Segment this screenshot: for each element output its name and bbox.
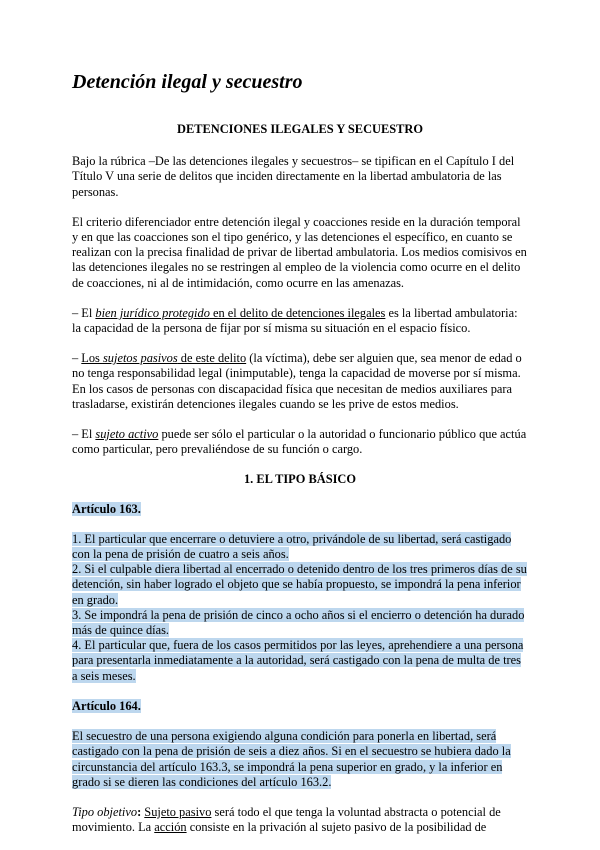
document-title: Detención ilegal y secuestro: [72, 71, 303, 93]
bien-dash: – El: [72, 305, 96, 320]
tipo-mid: será todo el que tenga la voluntad abstracta o potencial de movimiento. La: [72, 804, 501, 835]
document-page: [72, 70, 528, 850]
article-163-item-1: 1. El particular que encerrare o detuviere a otro, privándole de su libertad, será castigado con la pena de prisión de cuatro a seis años.: [72, 531, 512, 562]
accion-term: acción: [154, 820, 187, 835]
article-164-body: [72, 729, 528, 790]
activo-rest: puede ser sólo el particular o la autoridad o funcionario público que actúa como particular, pero prevaliéndose de su función o cargo.: [72, 427, 527, 457]
bien-mid: en el delito de: [209, 305, 286, 320]
bien-juridico-term: bien jurídico protegido: [95, 305, 210, 320]
tipo-basico-heading: 1. EL TIPO BÁSICO: [243, 472, 356, 487]
sujeto-pasivo-term: Sujeto pasivo: [144, 804, 212, 819]
article-163-item-2: 2. Si el culpable diera libertad al encerrado o detenido dentro de los tres primeros días de su detención, sin haber logrado el objeto que se había propuesto, se impondrá la pena inferior en grado.: [72, 562, 527, 607]
article-164-title: Artículo 164.: [72, 698, 141, 713]
detenciones-term: detenciones ilegales: [285, 305, 386, 320]
sujeto-activo-paragraph: [72, 427, 528, 457]
activo-dash: – El: [72, 427, 96, 442]
tipo-colon: :: [137, 804, 145, 819]
sujetos-mid: de este delito: [177, 351, 247, 366]
intro-paragraph-1: Bajo la rúbrica –De las detenciones ilegales y secuestros– se tipifican en el Capítulo I del Título V una serie de delitos que inciden directamente en la libertad ambulatoria de las personas.: [72, 154, 515, 199]
sujetos-pasivos-term: sujetos pasivos: [102, 351, 178, 366]
sujetos-rest: (la víctima), debe ser alguien que, sea menor de edad o no tenga responsabilidad legal (inimputable), tenga la capacidad de moverse por sí misma. En los casos de personas con discapacidad física que necesitan de medios auxiliares para trasladarse, existirán detenciones ilegales cuando se les prive de estos medios.: [72, 351, 522, 411]
tipo-rest: consiste en la privación al sujeto pasivo de la posibilidad de: [186, 820, 487, 835]
tipo-objetivo-paragraph: [72, 805, 528, 835]
sujetos-los: Los: [81, 351, 103, 366]
intro-paragraph-2: El criterio diferenciador entre detención ilegal y coacciones reside en la duración temporal y en que las coacciones son el tipo genérico, y las detenciones el específico, en cuanto se realizan con la precisa finalidad de privar de libertad ambulatoria. Los medios comisivos en las detenciones ilegales no se restringen al empleo de la violencia como ocurre en el delito de coacciones, ni al de intimidación, como ocurre en las amenazas.: [72, 214, 527, 290]
section-heading: DETENCIONES ILEGALES Y SECUESTRO: [177, 122, 423, 136]
article-163-item-4: 4. El particular que, fuera de los casos permitidos por las leyes, aprehendiere a una persona para presentarla inmediatamente a la autoridad, será castigado con la pena de multa de tres a seis meses.: [72, 638, 524, 683]
article-163-item-3: 3. Se impondrá la pena de prisión de cinco a ocho años si el encierro o detención ha durado más de quince días.: [72, 607, 525, 638]
bien-juridico-paragraph: [72, 306, 528, 336]
sujetos-dash: –: [72, 351, 82, 366]
article-163-body: [72, 532, 528, 684]
sujetos-pasivos-paragraph: [72, 351, 528, 412]
sujeto-activo-term: sujeto activo: [95, 427, 159, 442]
article-163-title: Artículo 163.: [72, 501, 141, 516]
tipo-objetivo-label: Tipo objetivo: [72, 804, 138, 819]
bien-rest: es la libertad ambulatoria: la capacidad de la persona de fijar por sí misma su situación en el espacio físico.: [72, 305, 518, 336]
article-164-text: El secuestro de una persona exigiendo alguna condición para ponerla en libertad, será castigado con la pena de prisión de seis a diez años. Si en el secuestro se hubiera dado la circunstancia del artículo 163.3, se impondrá la pena superior en grado, y la inferior en grado si se dieren las condiciones del artículo 163.2.: [72, 729, 511, 789]
